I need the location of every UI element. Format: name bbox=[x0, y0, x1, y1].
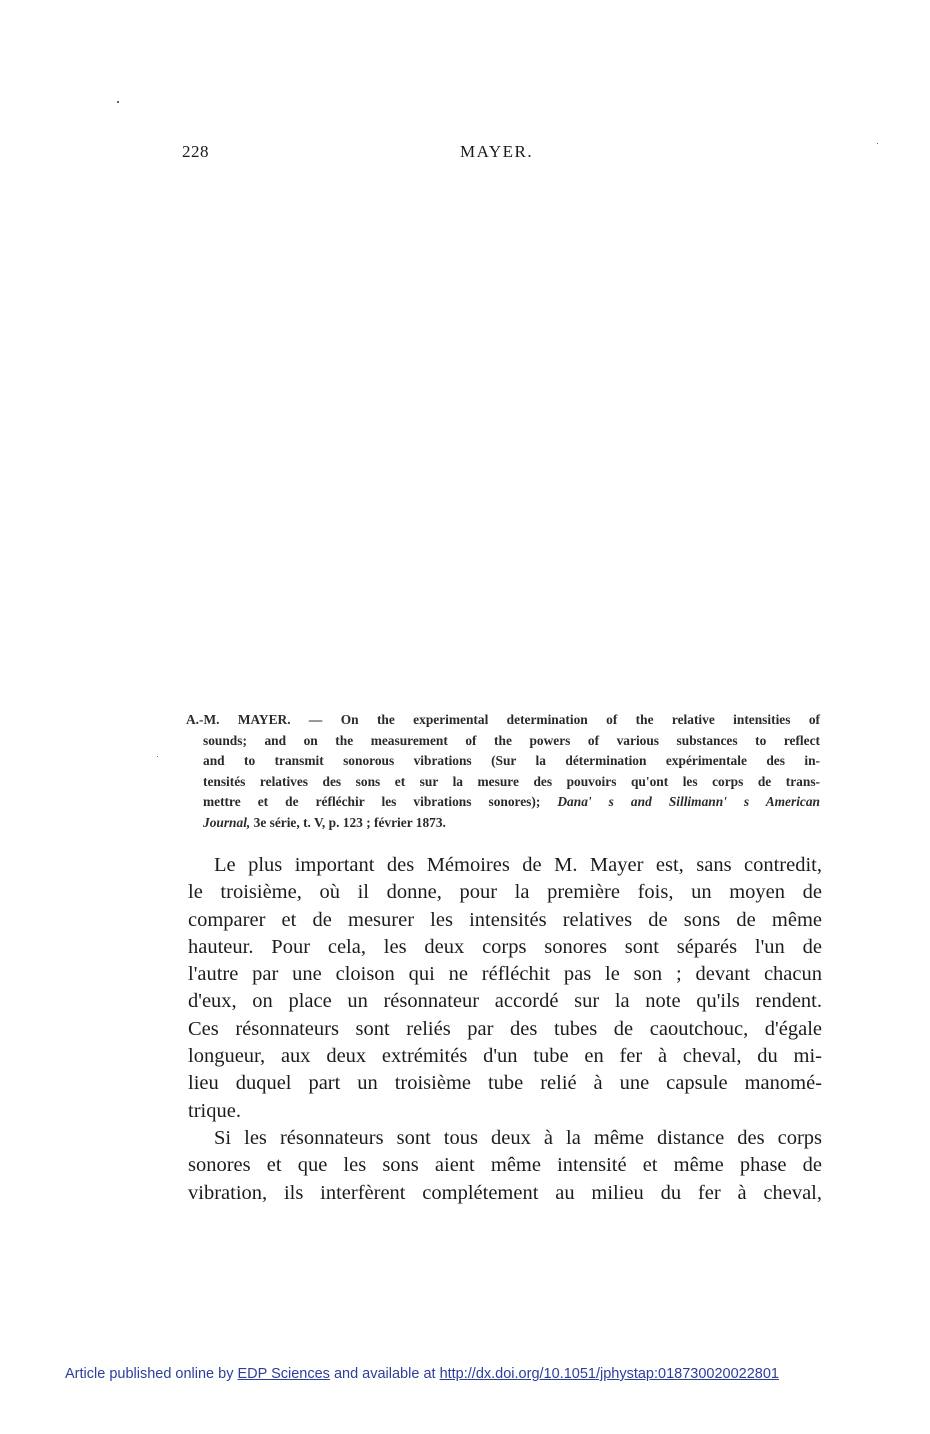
publication-footer bbox=[65, 1366, 779, 1382]
body-line: Le plus important des Mémoires de M. Mayer est, sans contredit, bbox=[214, 854, 822, 876]
running-head: MAYER. bbox=[460, 142, 534, 161]
body-line: d'eux, on place un résonnateur accordé sur la note qu'ils rendent. bbox=[188, 990, 822, 1013]
body-line: trique. bbox=[188, 1099, 241, 1122]
publisher-link[interactable]: EDP Sciences bbox=[237, 1366, 330, 1382]
body-line: longueur, aux deux extrémités d'un tube en fer à cheval, du mi- bbox=[188, 1045, 822, 1068]
reference-line: mettre et de réfléchir les vibrations sonores); bbox=[203, 794, 541, 809]
stray-mark bbox=[157, 756, 158, 757]
reference-details: 3e série, t. V, p. 123 ; février 1873. bbox=[253, 814, 446, 830]
body-line: vibration, ils interfèrent complétement au milieu du fer à cheval, bbox=[188, 1181, 822, 1204]
journal-name: Dana' s and Sillimann' s American bbox=[557, 794, 820, 809]
body-line: comparer et de mesurer les intensités relatives de sons de même bbox=[188, 908, 822, 931]
reference-line: and to transmit sonorous vibrations (Sur la détermination expérimentale des in- bbox=[203, 753, 820, 768]
body-line: hauteur. Pour cela, les deux corps sonores sont séparés l'un de bbox=[188, 935, 822, 958]
body-text bbox=[188, 852, 822, 1207]
body-line: Si les résonnateurs sont tous deux à la même distance des corps bbox=[214, 1126, 822, 1149]
stray-mark bbox=[117, 101, 119, 103]
body-line: l'autre par une cloison qui ne réfléchit pas le son ; devant chacun bbox=[188, 963, 822, 986]
body-line: lieu duquel part un troisième tube relié à une capsule manomé- bbox=[188, 1072, 822, 1095]
reference-line-with-journal bbox=[186, 792, 820, 813]
footer-prefix: Article published online by bbox=[65, 1366, 234, 1382]
body-line: Ces résonnateurs sont reliés par des tubes de caoutchouc, d'égale bbox=[188, 1017, 822, 1040]
stray-mark bbox=[877, 143, 878, 144]
footer-middle: and available at bbox=[333, 1366, 436, 1382]
reference-line: sounds; and on the measurement of the powers of various substances to reflect bbox=[203, 732, 820, 748]
reference-line-details bbox=[186, 813, 820, 834]
bibliographic-reference bbox=[186, 710, 820, 833]
reference-line: A.-M. MAYER. — On the experimental determination of the relative intensities of bbox=[186, 712, 820, 727]
journal-name-cont: Journal, bbox=[203, 814, 251, 830]
body-line: sonores et que les sons aient même intensité et même phase de bbox=[188, 1154, 822, 1177]
page-number: 228 bbox=[182, 142, 209, 161]
reference-line: tensités relatives des sons et sur la mesure des pouvoirs qu'ont les corps de trans- bbox=[203, 773, 820, 789]
body-line: le troisième, où il donne, pour la première fois, un moyen de bbox=[188, 881, 822, 904]
doi-link[interactable]: http://dx.doi.org/10.1051/jphystap:018730020022801 bbox=[439, 1366, 779, 1382]
